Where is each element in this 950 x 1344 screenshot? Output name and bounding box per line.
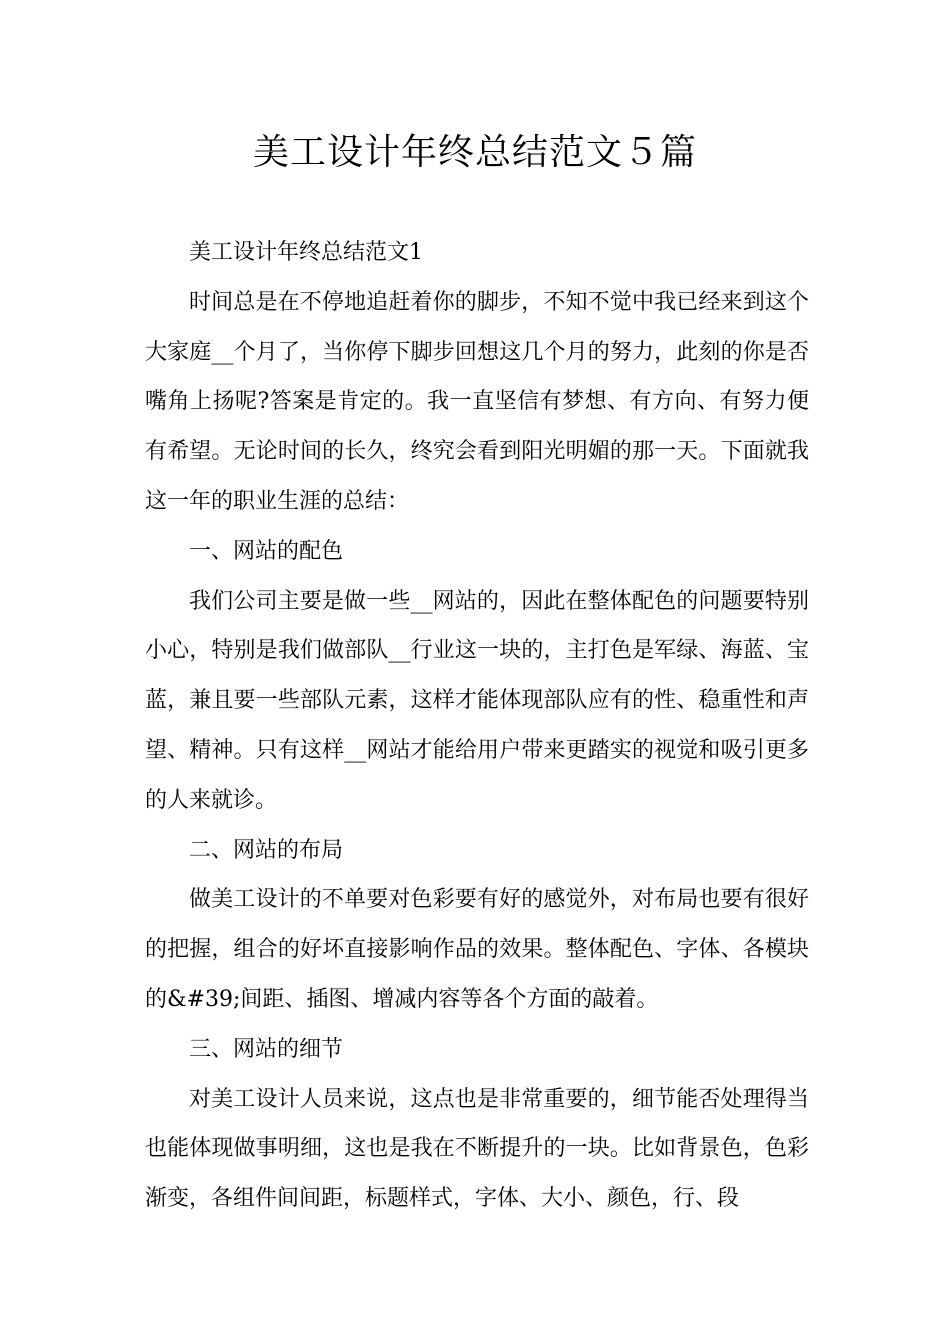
section-heading-color: 一、网站的配色	[189, 538, 344, 564]
document-body	[145, 228, 809, 1224]
section-text-layout: 做美工设计的不单要对色彩要有好的感觉外，对布局也要有很好的把握，组合的好坏直接影响作品的效果。整体配色、字体、各模块的&#39;间距、插图、增减内容等各个方面的敲着。	[145, 887, 809, 1012]
section-heading-layout: 二、网站的布局	[189, 837, 344, 863]
intro-paragraph: 时间总是在不停地追赶着你的脚步，不知不觉中我已经来到这个大家庭__个月了，当你停下脚步回想这几个月的努力，此刻的你是否嘴角上扬呢?答案是肯定的。我一直坚信有梦想、有方向、有努力便有希望。无论时间的长久，终究会看到阳光明媚的那一天。下面就我这一年的职业生涯的总结：	[145, 289, 809, 514]
section-text-details: 对美工设计人员来说，这点也是非常重要的，细节能否处理得当也能体现做事明细，这也是我在不断提升的一块。比如背景色，色彩渐变，各组件间间距，标题样式，字体、大小、颜色，行、段	[145, 1086, 809, 1212]
section-heading-details: 三、网站的细节	[189, 1036, 344, 1062]
section-text-color: 我们公司主要是做一些__网站的，因此在整体配色的问题要特别小心，特别是我们做部队__行业这一块的，主打色是军绿、海蓝、宝蓝，兼且要一些部队元素，这样才能体现部队应有的性、稳重性和声望、精神。只有这样__网站才能给用户带来更踏实的视觉和吸引更多的人来就诊。	[145, 588, 809, 813]
document-title: 美工设计年终总结范文５篇	[252, 132, 697, 173]
section-subtitle: 美工设计年终总结范文1	[189, 240, 423, 265]
